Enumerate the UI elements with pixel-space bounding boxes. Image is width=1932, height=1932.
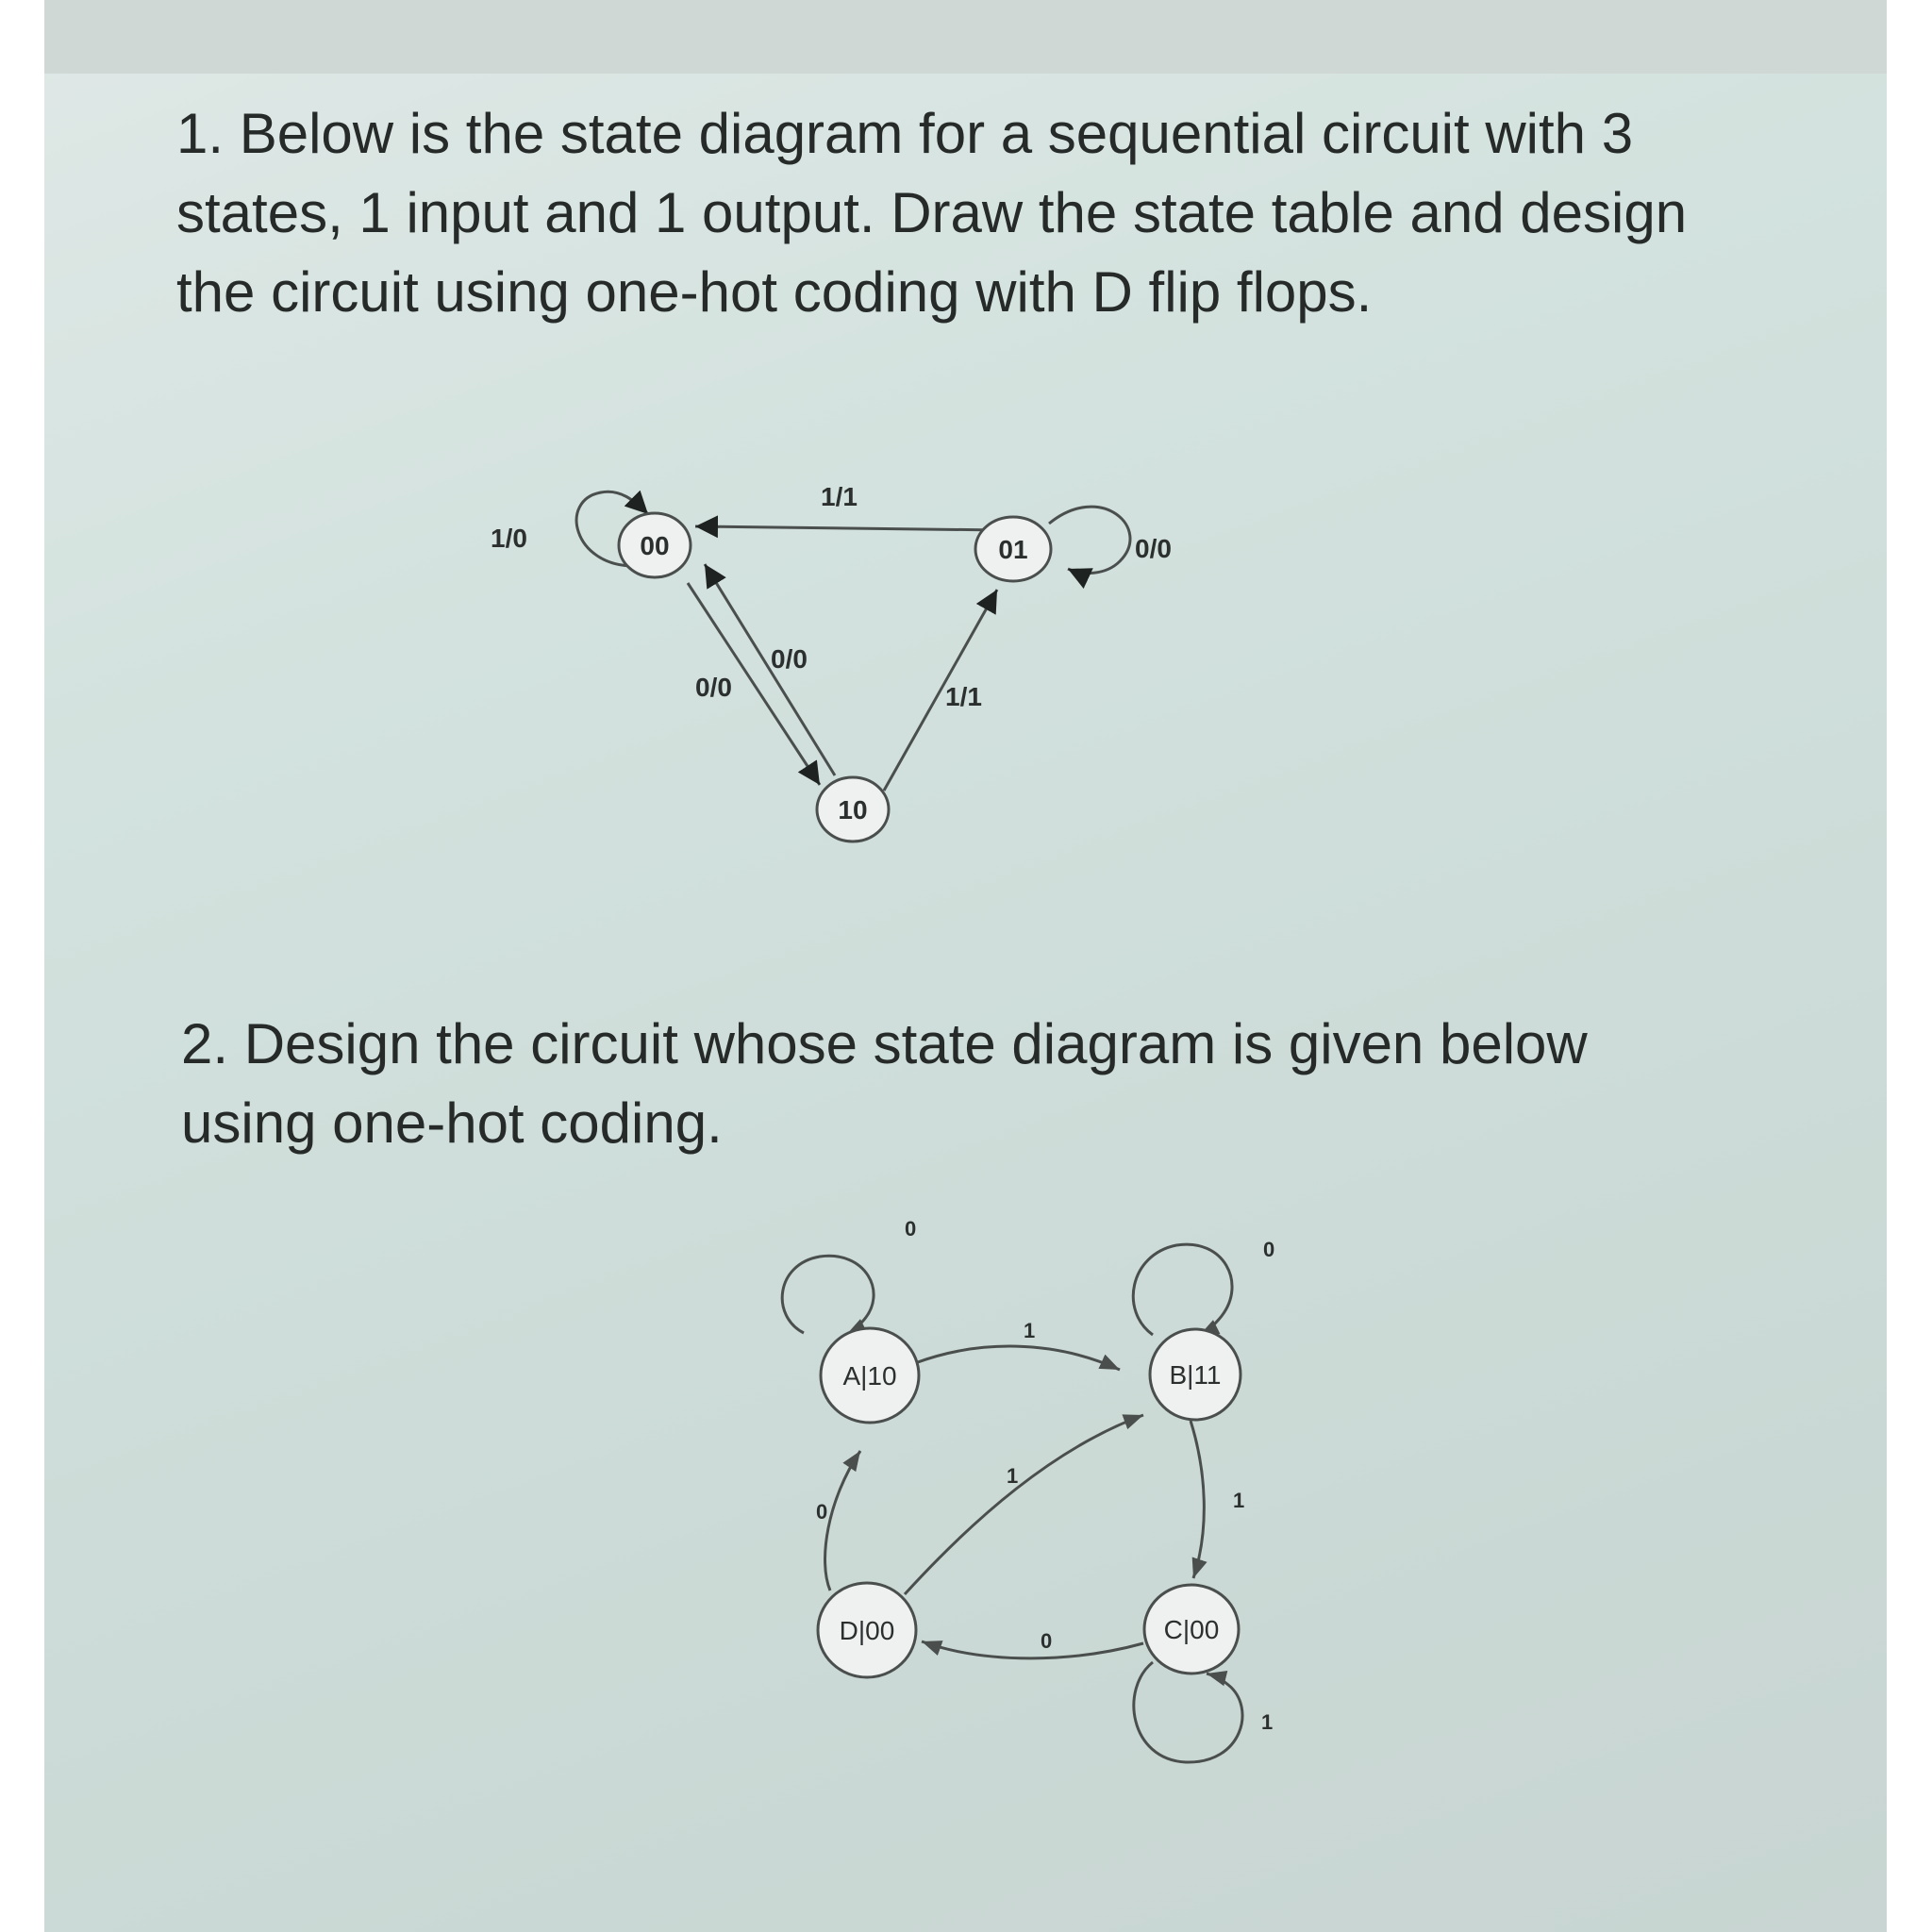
edge-d-to-b bbox=[905, 1415, 1143, 1594]
state-d-label: D|00 bbox=[839, 1616, 895, 1645]
edge-c-self-loop-label: 1 bbox=[1261, 1710, 1274, 1734]
edge-b-self-loop-label: 0 bbox=[1263, 1238, 1275, 1261]
edge-a-to-b-label: 1 bbox=[1024, 1319, 1036, 1342]
question-1: 1. Below is the state diagram for a sequential circuit with 3 states, 1 input and 1 output. Draw the state table and design the circuit using one-hot coding with D flip flops. bbox=[176, 102, 1688, 324]
state-b-label: B|11 bbox=[1169, 1360, 1222, 1390]
state-00 bbox=[619, 513, 691, 577]
state-d bbox=[818, 1583, 916, 1677]
state-01-label: 01 bbox=[998, 535, 1028, 564]
question-2: 2. Design the circuit whose state diagram is given below using one-hot coding. bbox=[181, 1012, 1588, 1155]
edge-d-to-a-label: 0 bbox=[816, 1500, 828, 1524]
state-10-label: 10 bbox=[838, 795, 868, 824]
edge-a-self-loop-label: 0 bbox=[905, 1217, 917, 1241]
edge-c-to-d-label: 0 bbox=[1041, 1629, 1053, 1653]
edge-d-to-b-label: 1 bbox=[1007, 1464, 1019, 1488]
edge-01-self-loop-label: 0/0 bbox=[1135, 534, 1172, 563]
state-diagrams bbox=[44, 0, 1887, 1932]
edge-01-self-loop bbox=[1049, 507, 1130, 573]
state-10 bbox=[817, 777, 889, 841]
state-c bbox=[1144, 1585, 1239, 1674]
edge-10-to-01-label: 1/1 bbox=[945, 682, 982, 711]
edge-b-to-c-label: 1 bbox=[1233, 1489, 1245, 1512]
state-a bbox=[821, 1328, 919, 1423]
edge-10-to-00-label: 0/0 bbox=[771, 644, 808, 674]
state-01 bbox=[975, 517, 1051, 581]
edge-d-to-a bbox=[825, 1451, 860, 1591]
state-c-label: C|00 bbox=[1163, 1615, 1220, 1644]
edge-10-to-00 bbox=[705, 564, 835, 775]
edge-01-to-00-label: 1/1 bbox=[821, 482, 858, 511]
edge-a-to-b bbox=[915, 1346, 1120, 1370]
edge-c-self-loop bbox=[1134, 1662, 1242, 1762]
worksheet bbox=[44, 0, 1887, 1932]
edge-a-self-loop bbox=[782, 1256, 874, 1335]
state-diagram-1 bbox=[491, 482, 1172, 841]
state-diagram-2 bbox=[782, 1217, 1274, 1762]
edge-b-to-c bbox=[1191, 1421, 1204, 1578]
edge-00-self-loop-label: 1/0 bbox=[491, 524, 527, 553]
edge-c-to-d bbox=[922, 1641, 1143, 1658]
edge-00-to-10-label: 0/0 bbox=[695, 673, 732, 702]
state-00-label: 00 bbox=[640, 531, 670, 560]
state-a-label: A|10 bbox=[842, 1361, 897, 1391]
state-b bbox=[1150, 1329, 1241, 1420]
edge-01-to-00 bbox=[695, 526, 1002, 530]
edge-b-self-loop bbox=[1133, 1244, 1232, 1336]
